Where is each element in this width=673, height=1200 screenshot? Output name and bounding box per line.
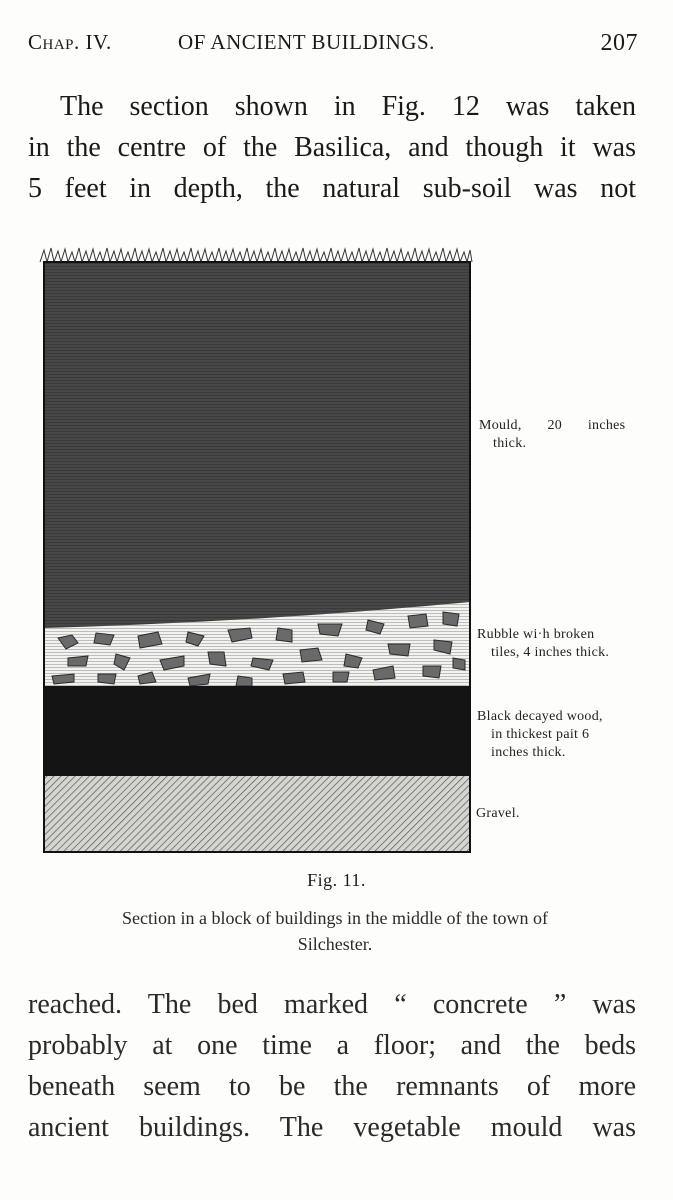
- mould-layer: [44, 262, 470, 630]
- paragraph-top: [28, 86, 636, 209]
- grass-fringe: [40, 248, 472, 262]
- text-line: probably at one time a floor; and the beds: [28, 1030, 636, 1061]
- label-line: inches thick.: [491, 745, 566, 760]
- figure-caption: [40, 905, 630, 957]
- text-line: The section shown in Fig. 12 was taken: [60, 91, 636, 122]
- soil-section-figure: [38, 240, 638, 865]
- decayed-wood-layer: [44, 686, 470, 776]
- caption-line: Section in a block of buildings in the middle of the town of: [122, 908, 548, 928]
- text-line: 5 feet in depth, the natural sub-soil was not: [28, 173, 636, 204]
- label-rubble: [477, 626, 647, 662]
- text-line: beneath seem to be the remnants of more: [28, 1071, 636, 1102]
- label-mould: [479, 417, 639, 453]
- label-line: in thickest pait 6: [491, 727, 590, 742]
- label-line: Mould, 20 inches: [479, 418, 626, 433]
- caption-line: Silchester.: [297, 934, 373, 954]
- soil-section-illustration: [38, 240, 638, 865]
- text-line: reached. The bed marked “ concrete ” was: [28, 989, 636, 1020]
- text-line: ancient buildings. The vegetable mould was: [28, 1112, 636, 1143]
- label-line: tiles, 4 inches thick.: [491, 645, 610, 660]
- chapter-title: OF ANCIENT BUILDINGS.: [178, 30, 435, 54]
- figure-number: Fig. 11.: [307, 870, 366, 890]
- label-line: Gravel.: [476, 806, 520, 821]
- text-line: in the centre of the Basilica, and though it was: [28, 132, 636, 163]
- page-number: 207: [600, 30, 638, 56]
- running-header: [28, 30, 638, 64]
- label-line: Rubble wi·h broken: [477, 627, 595, 642]
- label-line: Black decayed wood,: [477, 709, 603, 724]
- gravel-layer: [44, 776, 470, 852]
- label-wood: [477, 708, 647, 762]
- paragraph-bottom: [28, 984, 636, 1148]
- label-gravel: [476, 805, 520, 823]
- label-line: thick.: [493, 436, 527, 451]
- chapter-label: Chap. IV.: [28, 30, 112, 54]
